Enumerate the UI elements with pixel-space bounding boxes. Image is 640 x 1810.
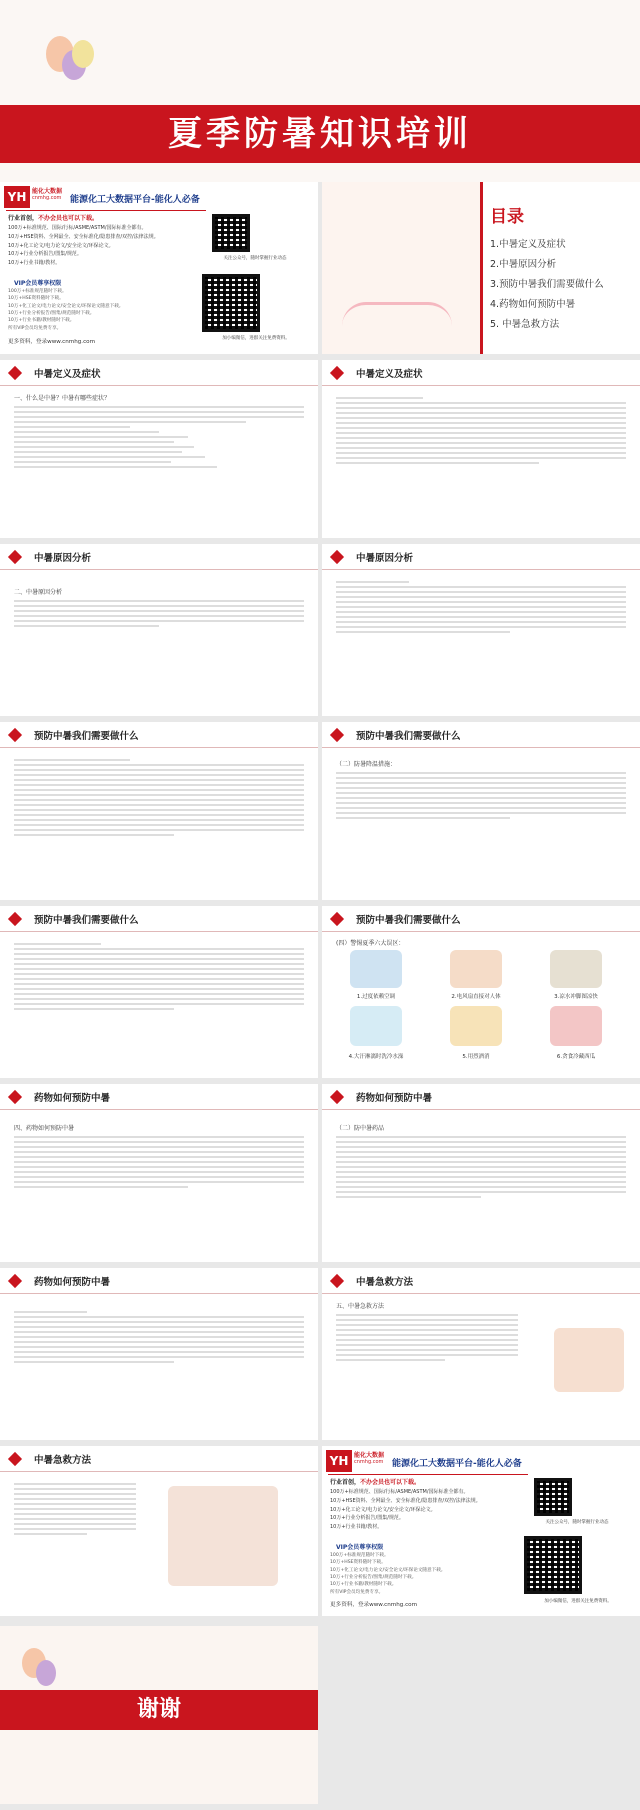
- vip-line: 10万+HSE资料随时下载。: [330, 1560, 386, 1566]
- ad-line: 10万+化工论文/电力论文/安全论文/环保论文。: [330, 1506, 436, 1513]
- logo-name: 能化大数据: [32, 188, 63, 195]
- ad-line: 10万+行业分析报告/图集/规范。: [8, 251, 82, 258]
- ad-slide: [322, 1446, 640, 1616]
- slide-lead: 二、中暑原因分析: [14, 589, 63, 596]
- slide-subtitle: （二）防暑降温措施：: [336, 761, 397, 768]
- brand-logo: YH: [4, 186, 30, 208]
- content-slide: [322, 1084, 640, 1262]
- content-slide: [0, 1446, 318, 1616]
- qr-caption: 加小编微信，进群关注免费资料。: [544, 1599, 612, 1604]
- illustration-icon: [450, 950, 502, 988]
- diamond-icon: [8, 912, 22, 926]
- content-slide: [322, 360, 640, 538]
- ad-line: 10万+行业分析报告/图集/规范。: [330, 1515, 404, 1522]
- slide-title: 预防中暑我们需要做什么: [34, 731, 139, 742]
- ad-line: 10万+HSE资料、全网最全、安全标准化/隐患排查/双控/法律法规。: [330, 1497, 481, 1504]
- diamond-icon: [8, 1274, 22, 1288]
- illustration-icon: [550, 950, 602, 988]
- qr-code-icon: [212, 214, 250, 252]
- ad-line: 10万+HSE资料、全网最全、安全标准化/隐患排查/双控/法律法规。: [8, 233, 159, 240]
- content-slide: [322, 1268, 640, 1440]
- logo-url: cnmhg.com: [354, 1459, 384, 1465]
- toc-item[interactable]: 4.药物如何预防中暑: [490, 299, 576, 310]
- content-slide: [0, 360, 318, 538]
- slide-title: 预防中暑我们需要做什么: [356, 731, 461, 742]
- content-slide: [0, 906, 318, 1078]
- diamond-icon: [8, 1090, 22, 1104]
- diamond-icon: [330, 1090, 344, 1104]
- ad-heading: 能源化工大数据平台-能化人必备: [392, 1459, 522, 1469]
- ad-slogan-b: 不办会员也可以下载。: [38, 215, 99, 222]
- vip-line: 10万+行业书籍/教材随时下载。: [330, 1582, 397, 1588]
- ad-line: 100万+标准规范、国际/行标/ASME/ASTM/国际标准全都有。: [330, 1489, 469, 1495]
- end-text: 谢谢: [136, 1697, 181, 1722]
- myth-caption: 1.过度依赖空调: [356, 994, 396, 1000]
- diamond-icon: [8, 728, 22, 742]
- slide-subtitle: （二）防中暑药品: [336, 1125, 385, 1132]
- more-info-link[interactable]: 更多资料，登录www.cnmhg.com: [8, 339, 96, 345]
- vip-line: 10万+化工论文/电力论文/安全论文/环保论文随意下载。: [8, 303, 124, 309]
- diamond-icon: [330, 1274, 344, 1288]
- slide-title: 中暑定义及症状: [34, 369, 101, 380]
- logo-url: cnmhg.com: [32, 195, 62, 201]
- more-info-link[interactable]: 更多资料，登录www.cnmhg.com: [330, 1602, 418, 1608]
- slide-title: 药物如何预防中暑: [34, 1277, 111, 1288]
- balloon-icon: [72, 40, 94, 68]
- end-slide: [0, 1626, 318, 1804]
- toc-item[interactable]: 3.预防中暑我们需要做什么: [490, 279, 604, 290]
- vip-line: 10万+行业书籍/教材随时下载。: [8, 318, 75, 324]
- myth-caption: 2.电风扇直接对人体: [451, 994, 501, 1000]
- toc-item[interactable]: 1.中暑定义及症状: [490, 239, 566, 250]
- vip-line: 10万+HSE资料随时下载。: [8, 296, 64, 302]
- qr-caption: 关注公众号，随时掌握行业动态: [545, 1520, 609, 1525]
- vip-line: 所有VIP会员均免费专享。: [330, 1589, 384, 1595]
- slide-title: 预防中暑我们需要做什么: [356, 915, 461, 926]
- vip-line: 10万+行业分析报告/图集/规范随时下载。: [330, 1575, 417, 1581]
- ad-slogan-a: 行业首创，: [8, 215, 39, 222]
- ad-line: 10万+行业书籍/教材。: [8, 260, 61, 266]
- slide-title: 药物如何预防中暑: [34, 1093, 111, 1104]
- qr-caption: 加小编微信，进群关注免费资料。: [222, 336, 290, 341]
- content-slide: [322, 544, 640, 716]
- diamond-icon: [330, 366, 344, 380]
- qr-caption: 关注公众号，随时掌握行业动态: [223, 256, 287, 261]
- slide-title: 中暑急救方法: [34, 1455, 92, 1466]
- slide-lead: 四、药物如何预防中暑: [14, 1125, 75, 1132]
- content-slide: [322, 906, 640, 1078]
- qr-code-icon: [202, 274, 260, 332]
- cover-slide: [0, 0, 640, 182]
- myth-caption: 4.大汗淋漓时洗冷水澡: [348, 1054, 404, 1060]
- illustration-icon: [550, 1006, 602, 1046]
- brand-logo: YH: [326, 1450, 352, 1472]
- myth-caption: 3.凉水冲脚图凉快: [554, 994, 598, 1000]
- slide-title: 中暑原因分析: [34, 553, 92, 564]
- myth-caption: 5.用烈酒消: [462, 1054, 490, 1060]
- toc-item[interactable]: 2.中暑原因分析: [490, 259, 557, 270]
- slide-title: 中暑原因分析: [356, 553, 414, 564]
- content-slide: [0, 722, 318, 900]
- slide-question: 一、什么是中暑？中暑有哪些症状？: [14, 395, 111, 402]
- illustration-icon: [350, 1006, 402, 1046]
- vip-line: 10万+化工论文/电力论文/安全论文/环保论文随意下载。: [330, 1567, 446, 1573]
- ad-heading: 能源化工大数据平台-能化人必备: [70, 195, 200, 205]
- slide-title: 中暑定义及症状: [356, 369, 423, 380]
- content-slide: [0, 1268, 318, 1440]
- ad-slogan-a: 行业首创，: [330, 1479, 361, 1486]
- illustration-icon: [350, 950, 402, 988]
- illustration-icon: [450, 1006, 502, 1046]
- diamond-icon: [8, 1452, 22, 1466]
- qr-code-icon: [524, 1536, 582, 1594]
- vip-title: VIP会员尊享权限: [14, 280, 62, 287]
- slide-subtitle: (四）警惕夏季六大误区：: [336, 940, 405, 947]
- doctor-illustration-icon: [168, 1486, 278, 1586]
- qr-code-icon: [534, 1478, 572, 1516]
- logo-name: 能化大数据: [354, 1452, 385, 1459]
- vip-line: 100万+标准规范随时下载。: [8, 289, 67, 294]
- vip-line: 100万+标准规范随时下载。: [330, 1553, 389, 1558]
- toc-slide: [322, 182, 640, 354]
- ad-slide: [0, 182, 318, 354]
- ad-line: 100万+标准规范、国际/行标/ASME/ASTM/国际标准全都有。: [8, 225, 147, 231]
- ad-line: 10万+化工论文/电力论文/安全论文/环保论文。: [8, 242, 114, 249]
- diamond-icon: [8, 550, 22, 564]
- vip-title: VIP会员尊享权限: [336, 1544, 384, 1551]
- diamond-icon: [330, 728, 344, 742]
- ad-line: 10万+行业书籍/教材。: [330, 1524, 383, 1530]
- first-aid-illustration-icon: [554, 1328, 624, 1392]
- slide-title: 预防中暑我们需要做什么: [34, 915, 139, 926]
- toc-item[interactable]: 5. 中暑急救方法: [490, 319, 560, 330]
- slide-lead: 五、中暑急救方法: [336, 1303, 385, 1310]
- diamond-icon: [8, 366, 22, 380]
- diamond-icon: [330, 550, 344, 564]
- content-slide: [0, 1084, 318, 1262]
- vip-line: 所有VIP会员均免费专享。: [8, 325, 62, 331]
- ad-slogan-b: 不办会员也可以下载。: [360, 1479, 421, 1486]
- balloon-icon: [36, 1660, 56, 1686]
- slide-title: 中暑急救方法: [356, 1277, 414, 1288]
- vip-line: 10万+行业分析报告/图集/规范随时下载。: [8, 311, 95, 317]
- myth-caption: 6.贪食冷藏西瓜: [556, 1054, 596, 1060]
- slide-title: 药物如何预防中暑: [356, 1093, 433, 1104]
- diamond-icon: [330, 912, 344, 926]
- cover-title: 夏季防暑知识培训: [0, 105, 640, 163]
- content-slide: [0, 544, 318, 716]
- toc-title: 目录: [490, 207, 524, 227]
- content-slide: [322, 722, 640, 900]
